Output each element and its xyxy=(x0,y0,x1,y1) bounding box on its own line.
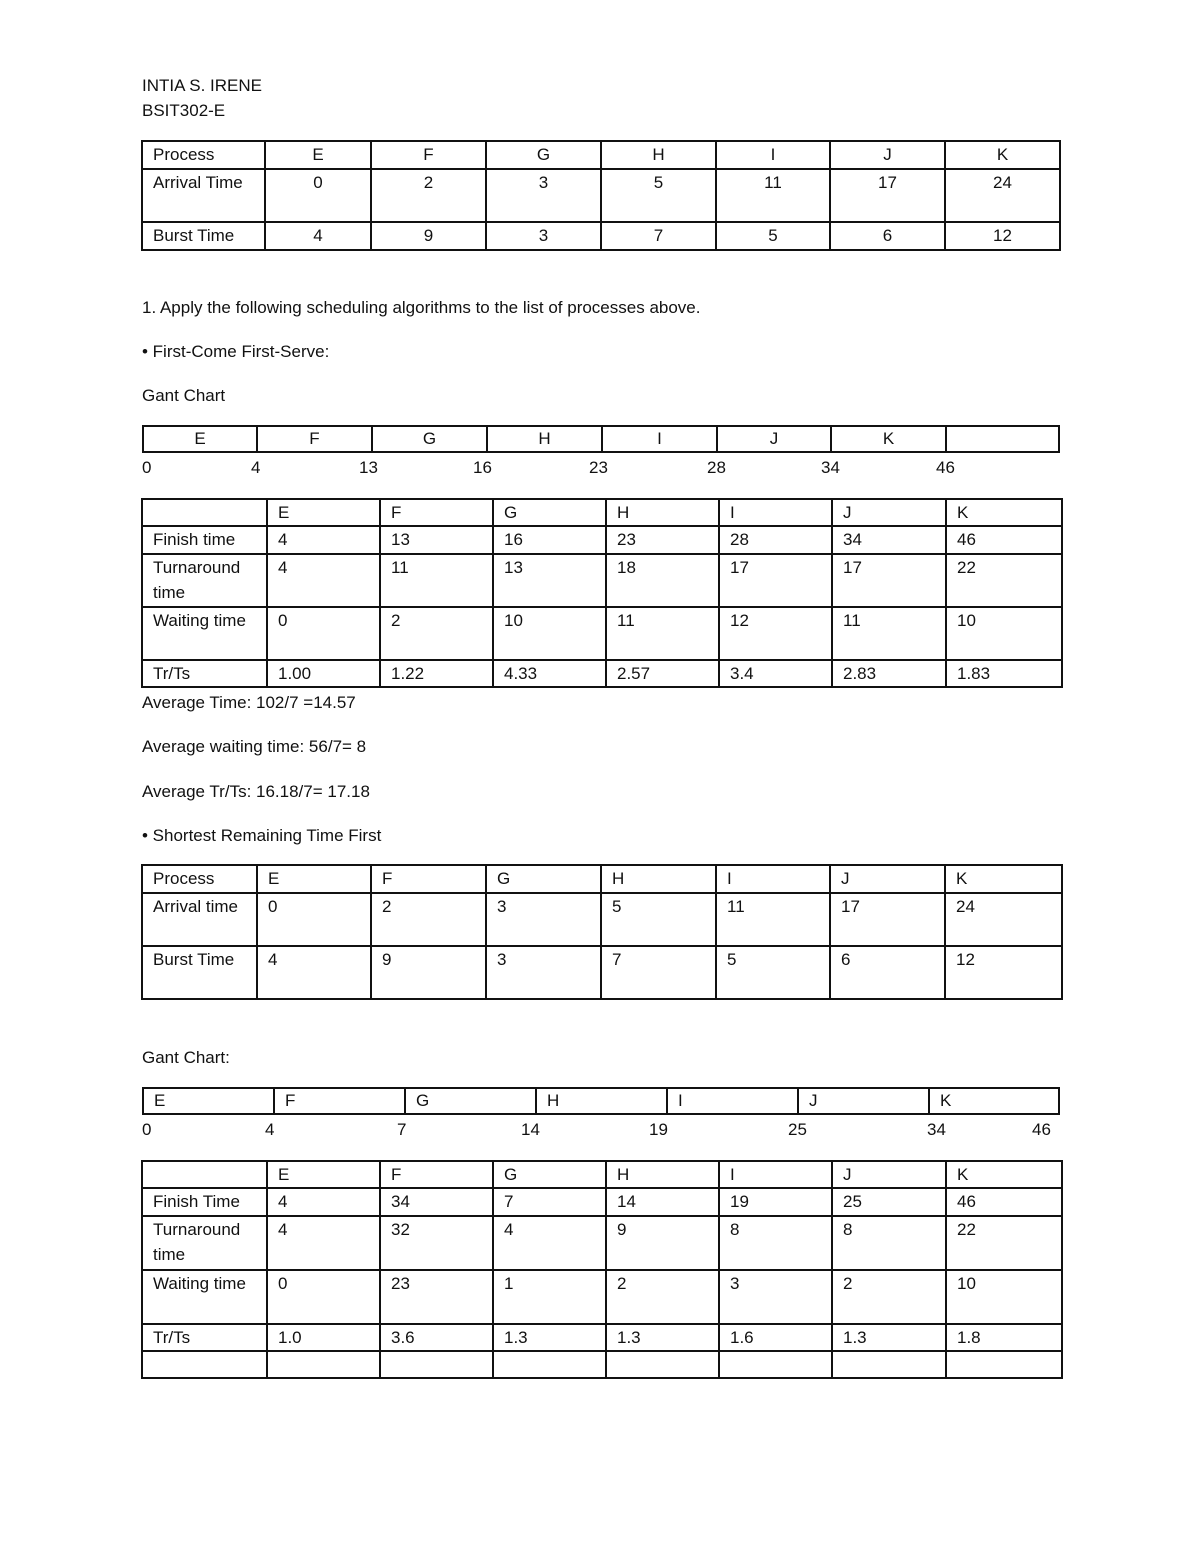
table-row xyxy=(142,1270,1062,1324)
table-cell xyxy=(267,1351,380,1378)
table-cell: Process xyxy=(142,865,257,893)
table-cell: 13 xyxy=(380,526,493,554)
table-row xyxy=(142,141,1060,169)
table-cell: 4 xyxy=(493,1216,606,1270)
table-cell: 3 xyxy=(719,1270,832,1324)
table-cell: 5 xyxy=(601,893,716,946)
table-cell: 34 xyxy=(832,526,946,554)
table-cell: F xyxy=(371,141,486,169)
table-cell: F xyxy=(371,865,486,893)
table-cell: 17 xyxy=(830,893,945,946)
table-cell xyxy=(142,499,267,526)
srtf-gantt-ticks xyxy=(0,1120,1200,1144)
process-table xyxy=(141,140,1061,251)
gantt-segment: K xyxy=(940,1091,952,1110)
table-cell: F xyxy=(380,1161,493,1188)
gantt-segment: E xyxy=(144,1089,275,1113)
srtf-heading: • Shortest Remaining Time First xyxy=(142,826,382,845)
table-cell: 8 xyxy=(719,1216,832,1270)
table-cell: 0 xyxy=(267,607,380,660)
table-cell: 17 xyxy=(832,554,946,607)
table-cell: 10 xyxy=(946,1270,1062,1324)
table-cell: I xyxy=(716,865,830,893)
gantt-segment: J xyxy=(799,1089,930,1113)
table-row xyxy=(142,554,1062,607)
table-cell: J xyxy=(832,499,946,526)
table-cell: 46 xyxy=(946,1188,1062,1216)
gantt-segment: G xyxy=(406,1089,537,1113)
table-cell: I xyxy=(719,1161,832,1188)
table-cell: J xyxy=(830,141,945,169)
table-cell: K xyxy=(946,1161,1062,1188)
table-cell: 16 xyxy=(493,526,606,554)
table-cell: 17 xyxy=(830,169,945,222)
table-cell: 4 xyxy=(257,946,371,999)
table-cell: 4 xyxy=(265,222,371,250)
table-cell: 12 xyxy=(719,607,832,660)
table-row xyxy=(142,1351,1062,1378)
srtf-results-table xyxy=(141,1160,1063,1379)
table-cell: 6 xyxy=(830,946,945,999)
table-cell xyxy=(832,1351,946,1378)
gantt-segment: J xyxy=(718,427,832,451)
table-row xyxy=(142,169,1060,222)
fcfs-gantt-ticks xyxy=(0,458,1200,482)
table-cell: 34 xyxy=(380,1188,493,1216)
gantt-tick: 34 xyxy=(821,458,840,477)
table-cell: 4 xyxy=(267,1216,380,1270)
table-row xyxy=(142,893,1062,946)
table-cell: I xyxy=(719,499,832,526)
gantt-tick: 0 xyxy=(142,1120,152,1139)
fcfs-gantt-title: Gant Chart xyxy=(142,386,226,405)
table-cell: 32 xyxy=(380,1216,493,1270)
table-cell: Turnaround time xyxy=(142,1216,267,1270)
table-cell xyxy=(142,1351,267,1378)
table-cell: 1.3 xyxy=(493,1324,606,1351)
gantt-segment: F xyxy=(258,427,373,451)
table-cell: Arrival Time xyxy=(142,169,265,222)
table-cell: 3.4 xyxy=(719,660,832,687)
gantt-tick: 46 xyxy=(936,458,955,477)
table-cell: Tr/Ts xyxy=(142,1324,267,1351)
table-cell: K xyxy=(945,865,1062,893)
table-cell: J xyxy=(830,865,945,893)
table-cell: 3 xyxy=(486,893,601,946)
table-cell: 9 xyxy=(371,946,486,999)
table-cell: 3 xyxy=(486,946,601,999)
table-row xyxy=(142,1324,1062,1351)
table-cell: H xyxy=(606,1161,719,1188)
fcfs-gantt-chart xyxy=(142,425,1060,453)
table-cell: E xyxy=(267,1161,380,1188)
table-cell: 10 xyxy=(946,607,1062,660)
table-cell: 17 xyxy=(719,554,832,607)
table-cell: Waiting time xyxy=(142,1270,267,1324)
fcfs-average-time: Average Time: 102/7 =14.57 xyxy=(142,693,356,712)
table-cell: 12 xyxy=(945,946,1062,999)
table-cell: 12 xyxy=(945,222,1060,250)
table-cell: G xyxy=(486,141,601,169)
table-cell: 9 xyxy=(371,222,486,250)
table-cell: 11 xyxy=(380,554,493,607)
table-row xyxy=(142,865,1062,893)
gantt-segment: G xyxy=(373,427,488,451)
fcfs-results-table xyxy=(141,498,1063,688)
gantt-tick: 0 xyxy=(142,458,152,477)
table-cell: 5 xyxy=(601,169,716,222)
table-cell: Burst Time xyxy=(142,222,265,250)
table-cell: G xyxy=(493,1161,606,1188)
srtf-gantt-title: Gant Chart: xyxy=(142,1048,230,1067)
table-cell: 24 xyxy=(945,169,1060,222)
table-cell: 2 xyxy=(832,1270,946,1324)
table-cell: Finish time xyxy=(142,526,267,554)
gantt-segment: F xyxy=(275,1089,406,1113)
table-cell: 1.6 xyxy=(719,1324,832,1351)
table-cell: H xyxy=(601,141,716,169)
gantt-segment: I xyxy=(603,427,718,451)
table-cell: 1.8 xyxy=(946,1324,1062,1351)
table-row xyxy=(142,946,1062,999)
table-cell: 3 xyxy=(486,222,601,250)
table-cell: 11 xyxy=(832,607,946,660)
table-row xyxy=(142,660,1062,687)
table-cell: 1.3 xyxy=(606,1324,719,1351)
gantt-tick: 46 xyxy=(1032,1120,1051,1139)
table-cell: 18 xyxy=(606,554,719,607)
table-row xyxy=(142,499,1062,526)
fcfs-average-trts: Average Tr/Ts: 16.18/7= 17.18 xyxy=(142,782,370,801)
table-row xyxy=(142,1216,1062,1270)
table-cell: E xyxy=(257,865,371,893)
table-cell: H xyxy=(606,499,719,526)
gantt-segment: E xyxy=(144,427,258,451)
table-cell: 28 xyxy=(719,526,832,554)
table-cell: G xyxy=(493,499,606,526)
table-cell: 6 xyxy=(830,222,945,250)
table-cell: 46 xyxy=(946,526,1062,554)
student-name: INTIA S. IRENE xyxy=(142,76,262,95)
table-cell: 2 xyxy=(380,607,493,660)
gantt-tick: 19 xyxy=(649,1120,668,1139)
table-cell: 1.00 xyxy=(267,660,380,687)
table-cell: H xyxy=(601,865,716,893)
table-cell: 14 xyxy=(606,1188,719,1216)
gantt-tick: 4 xyxy=(265,1120,275,1139)
table-row xyxy=(142,607,1062,660)
gantt-tick: 4 xyxy=(251,458,261,477)
table-cell: 5 xyxy=(716,222,830,250)
table-cell xyxy=(380,1351,493,1378)
srtf-process-table xyxy=(141,864,1063,1000)
table-cell: 11 xyxy=(606,607,719,660)
table-cell: 8 xyxy=(832,1216,946,1270)
table-cell: 23 xyxy=(606,526,719,554)
table-cell: 22 xyxy=(946,554,1062,607)
table-cell: G xyxy=(486,865,601,893)
table-cell: 1 xyxy=(493,1270,606,1324)
gantt-segment: H xyxy=(488,427,603,451)
table-cell: 19 xyxy=(719,1188,832,1216)
table-cell: 2 xyxy=(371,169,486,222)
table-cell: E xyxy=(265,141,371,169)
table-cell: 4.33 xyxy=(493,660,606,687)
gantt-tick: 13 xyxy=(359,458,378,477)
fcfs-heading: • First-Come First-Serve: xyxy=(142,342,330,361)
table-cell: Turnaround time xyxy=(142,554,267,607)
table-cell: 5 xyxy=(716,946,830,999)
table-cell: Finish Time xyxy=(142,1188,267,1216)
table-cell xyxy=(493,1351,606,1378)
table-cell: 0 xyxy=(265,169,371,222)
table-cell: Tr/Ts xyxy=(142,660,267,687)
table-cell: Waiting time xyxy=(142,607,267,660)
table-cell: 3 xyxy=(486,169,601,222)
table-row xyxy=(142,222,1060,250)
gantt-tick: 14 xyxy=(521,1120,540,1139)
table-cell xyxy=(719,1351,832,1378)
table-cell: 22 xyxy=(946,1216,1062,1270)
table-cell: 1.0 xyxy=(267,1324,380,1351)
table-cell: 1.83 xyxy=(946,660,1062,687)
table-row xyxy=(142,1161,1062,1188)
gantt-segment: I xyxy=(668,1089,799,1113)
table-cell: 7 xyxy=(493,1188,606,1216)
table-cell xyxy=(142,1161,267,1188)
table-cell: F xyxy=(380,499,493,526)
table-row xyxy=(142,526,1062,554)
table-cell: Process xyxy=(142,141,265,169)
table-cell: 2 xyxy=(606,1270,719,1324)
student-section: BSIT302-E xyxy=(142,101,226,120)
gantt-segment xyxy=(947,427,1058,451)
srtf-gantt-chart xyxy=(142,1087,1060,1115)
table-cell: K xyxy=(945,141,1060,169)
table-cell: J xyxy=(832,1161,946,1188)
table-cell: 4 xyxy=(267,526,380,554)
table-cell: 2 xyxy=(371,893,486,946)
table-cell: 23 xyxy=(380,1270,493,1324)
table-cell xyxy=(606,1351,719,1378)
gantt-segment: K xyxy=(832,427,947,451)
question-text: 1. Apply the following scheduling algorithms to the list of processes above. xyxy=(142,298,701,317)
gantt-tick: 25 xyxy=(788,1120,807,1139)
table-cell: 11 xyxy=(716,169,830,222)
table-cell: K xyxy=(946,499,1062,526)
gantt-tick: 7 xyxy=(397,1120,407,1139)
table-cell: 10 xyxy=(493,607,606,660)
gantt-tick: 16 xyxy=(473,458,492,477)
table-cell: 0 xyxy=(257,893,371,946)
table-cell: 4 xyxy=(267,1188,380,1216)
table-cell: 2.83 xyxy=(832,660,946,687)
table-cell: 7 xyxy=(601,222,716,250)
table-row xyxy=(142,1188,1062,1216)
table-cell: 24 xyxy=(945,893,1062,946)
fcfs-average-waiting: Average waiting time: 56/7= 8 xyxy=(142,737,367,756)
table-cell: 3.6 xyxy=(380,1324,493,1351)
table-cell: E xyxy=(267,499,380,526)
gantt-tick: 23 xyxy=(589,458,608,477)
table-cell xyxy=(946,1351,1062,1378)
table-cell: 0 xyxy=(267,1270,380,1324)
table-cell: 7 xyxy=(601,946,716,999)
gantt-segment: H xyxy=(537,1089,668,1113)
gantt-tick: 28 xyxy=(707,458,726,477)
table-cell: 11 xyxy=(716,893,830,946)
gantt-tick: 34 xyxy=(927,1120,946,1139)
table-cell: Burst Time xyxy=(142,946,257,999)
table-cell: Arrival time xyxy=(142,893,257,946)
table-cell: 9 xyxy=(606,1216,719,1270)
table-cell: 4 xyxy=(267,554,380,607)
table-cell: 25 xyxy=(832,1188,946,1216)
table-cell: 1.22 xyxy=(380,660,493,687)
table-cell: 2.57 xyxy=(606,660,719,687)
table-cell: 1.3 xyxy=(832,1324,946,1351)
table-cell: 13 xyxy=(493,554,606,607)
table-cell: I xyxy=(716,141,830,169)
